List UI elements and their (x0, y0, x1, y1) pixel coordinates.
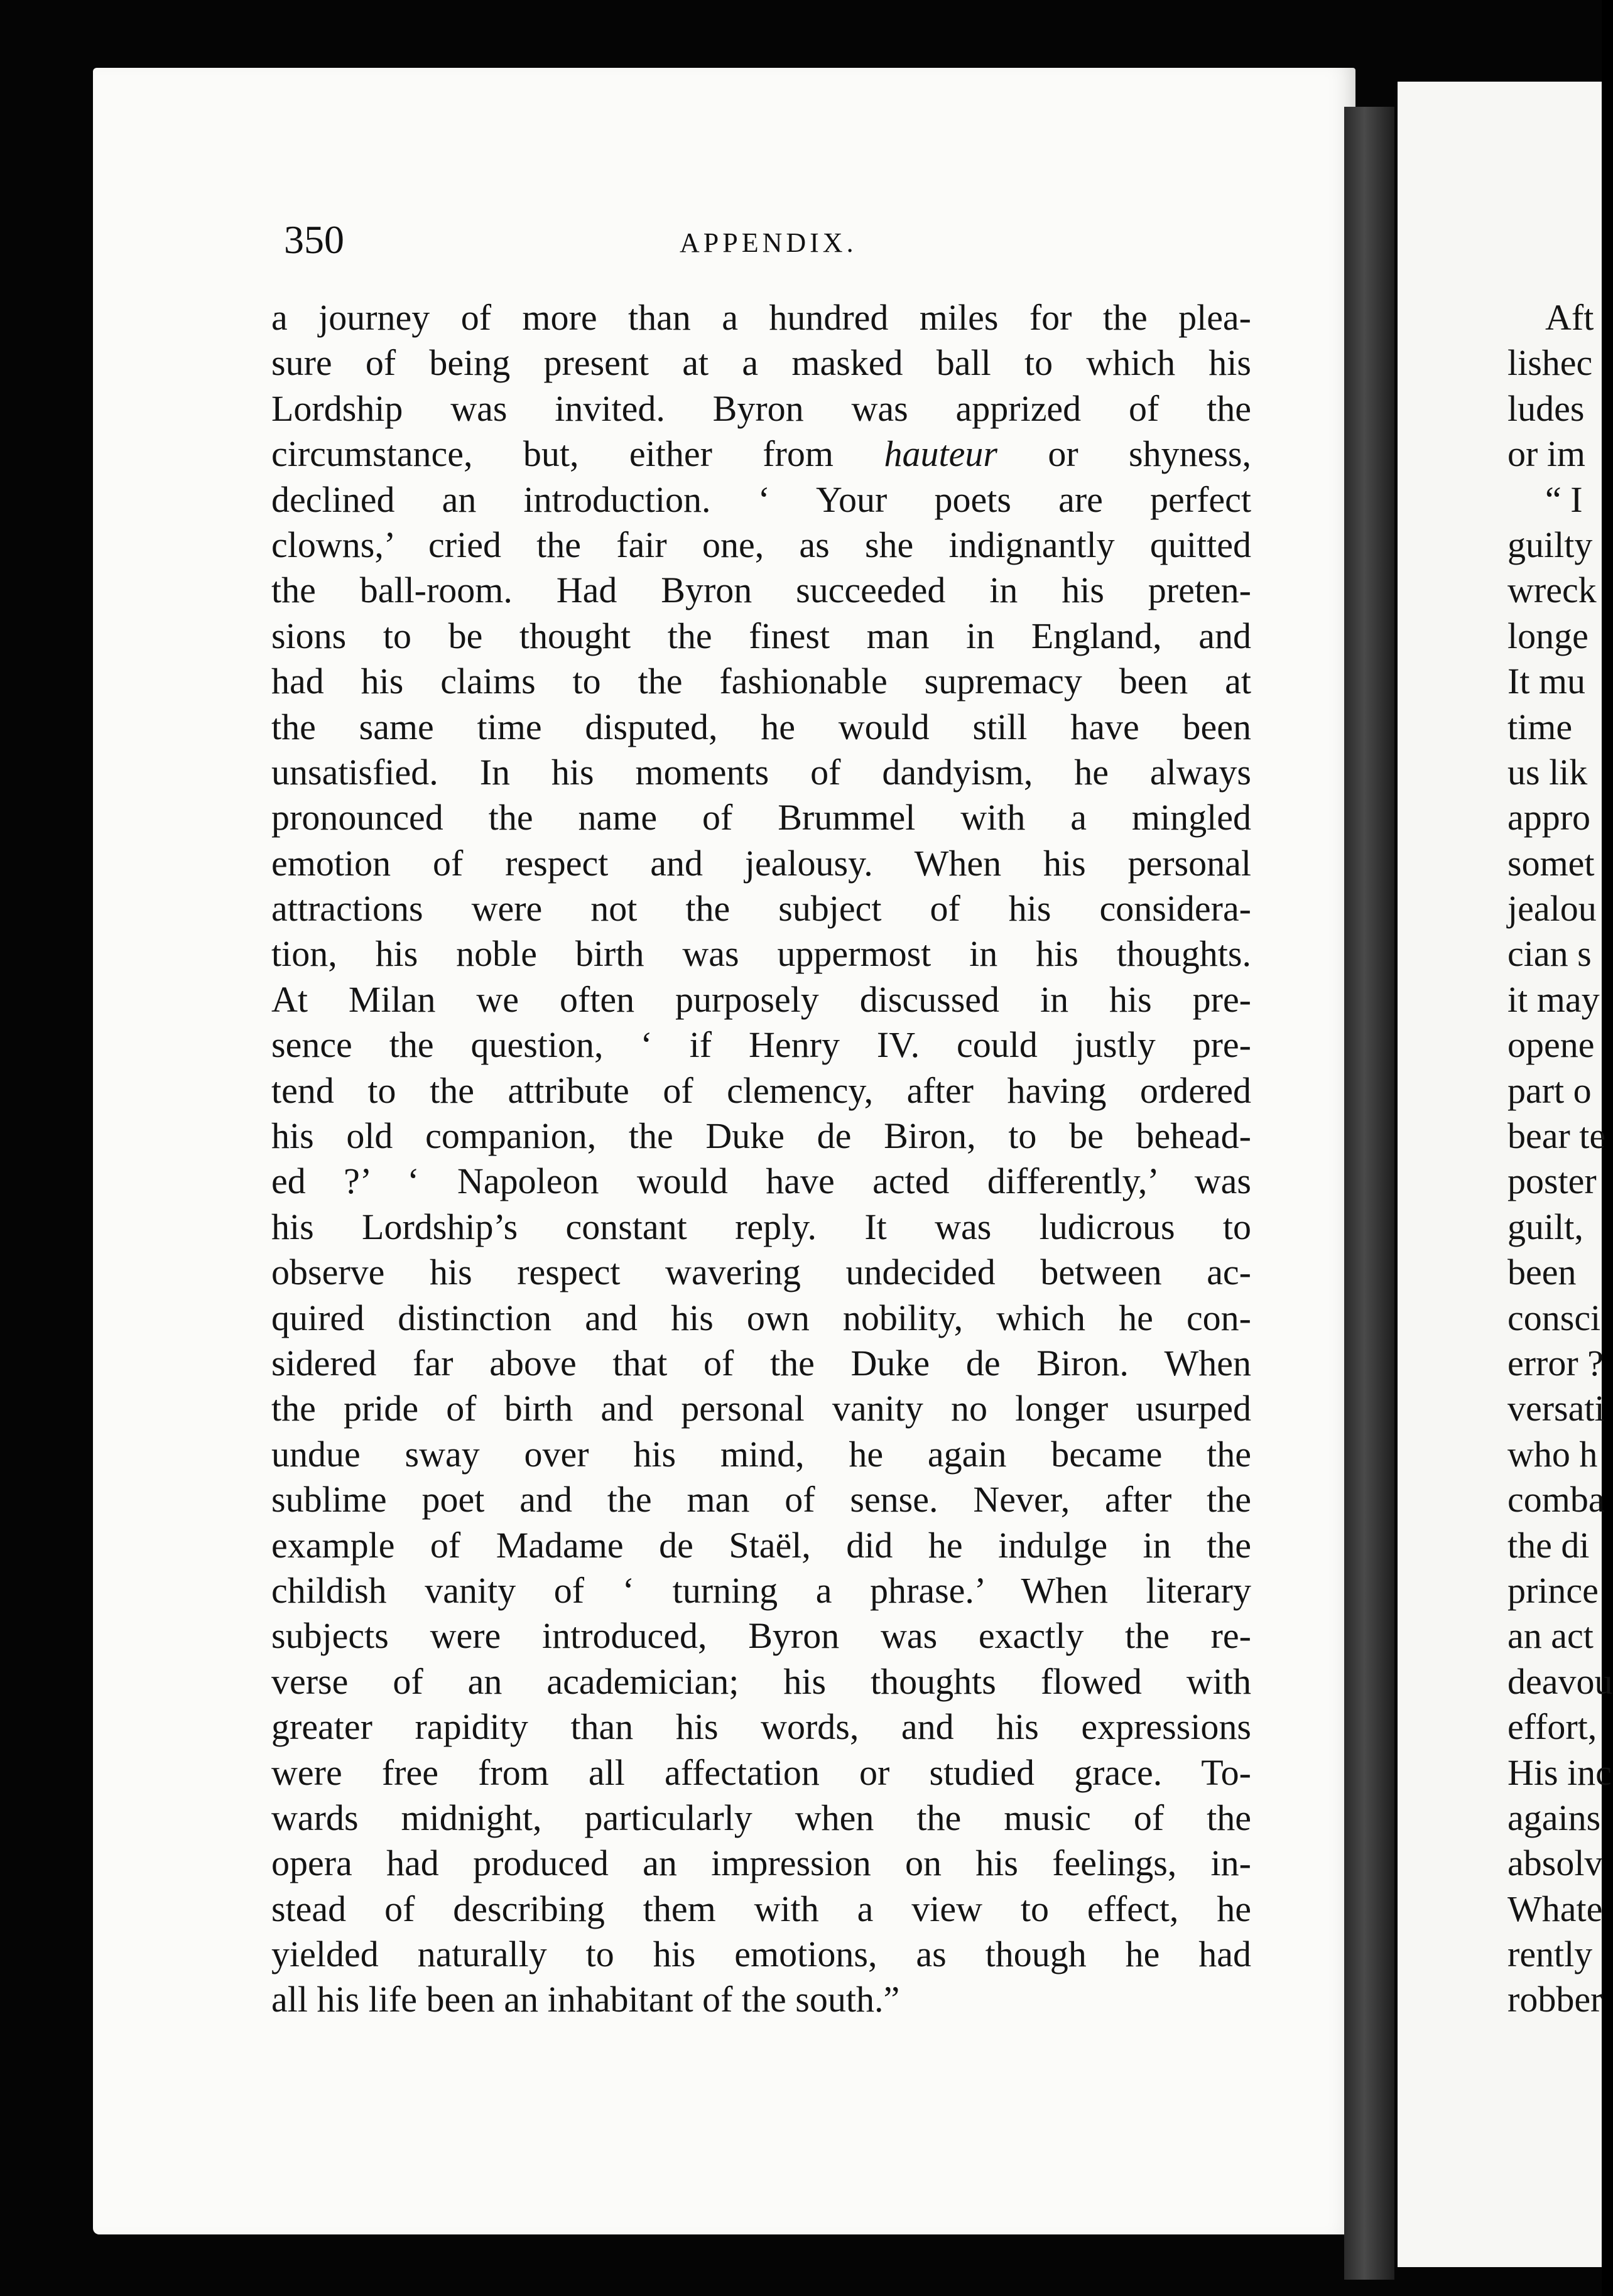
right-page-line: agains (1507, 1797, 1601, 1838)
text-line: tion, his noble birth was uppermost in his thoughts. (271, 933, 1251, 975)
right-page-line: an act (1507, 1615, 1594, 1657)
text-line: sence the question, ‘ if Henry IV. could justly pre- (271, 1024, 1251, 1066)
running-title: APPENDIX. (680, 227, 857, 258)
text-line: had his claims to the fashionable supremacy been at (271, 661, 1251, 702)
text-line: verse of an academician; his thoughts flowed with (271, 1660, 1251, 1702)
right-page-line: longe (1507, 615, 1589, 656)
right-page-line: effort, (1507, 1706, 1597, 1748)
right-page-line: rently (1507, 1934, 1593, 1975)
right-page-line: somet (1507, 842, 1595, 884)
text-line: circumstance, but, either from hauteur or shyness, (271, 433, 1251, 475)
right-page-line: been (1507, 1252, 1577, 1293)
right-page-line: prince (1507, 1569, 1599, 1611)
right-page-line: robber (1507, 1979, 1603, 2020)
right-page-line: absolv (1507, 1843, 1603, 1884)
body-text (271, 295, 1251, 2023)
text-line: sions to be thought the finest man in England, and (271, 615, 1251, 656)
text-line: tend to the attribute of clemency, after having ordered (271, 1069, 1251, 1111)
right-page-line: deavou (1507, 1660, 1613, 1702)
text-line: the same time disputed, he would still have been (271, 706, 1251, 747)
text-line: At Milan we often purposely discussed in his pre- (271, 978, 1251, 1020)
right-page-line: the di (1507, 1524, 1590, 1566)
right-page-line: guilt, (1507, 1206, 1583, 1247)
right-page-line: guilty (1507, 524, 1593, 565)
text-line: clowns,’ cried the fair one, as she indignantly quitted (271, 524, 1251, 565)
text-line: the pride of birth and personal vanity no longer usurped (271, 1388, 1251, 1429)
right-page-line: His inc (1507, 1752, 1612, 1793)
text-line: sublime poet and the man of sense. Never, after the (271, 1479, 1251, 1520)
text-line: childish vanity of ‘ turning a phrase.’ When literary (271, 1569, 1251, 1611)
right-page-line: Whate (1507, 1888, 1603, 1929)
right-page-line: appro (1507, 797, 1591, 838)
right-page-line: or im (1507, 433, 1586, 475)
right-page-line: ludes (1507, 387, 1585, 429)
text-line: example of Madame de Staël, did he indulge in the (271, 1524, 1251, 1566)
text-line: declined an introduction. ‘ Your poets are perfect (271, 479, 1251, 520)
text-line: quired distinction and his own nobility, which he con- (271, 1297, 1251, 1338)
text-line: Lordship was invited. Byron was apprized of the (271, 387, 1251, 429)
text-line: yielded naturally to his emotions, as though he had (271, 1934, 1251, 1975)
text-line: opera had produced an impression on his feelings, in- (271, 1843, 1251, 1884)
text-line: greater rapidity than his words, and his expressions (271, 1706, 1251, 1748)
right-page-text-fragment (1507, 295, 1613, 2023)
right-page-line: “ I (1545, 479, 1583, 520)
right-page-line: bear te (1507, 1115, 1606, 1157)
right-page-line: jealou (1507, 888, 1597, 929)
text-line: subjects were introduced, Byron was exactly the re- (271, 1615, 1251, 1657)
right-page-line: cian s (1507, 933, 1592, 975)
right-page-line: consci (1507, 1297, 1601, 1338)
book-gutter (1344, 107, 1394, 2280)
text-line: sidered far above that of the Duke de Biron. When (271, 1342, 1251, 1384)
text-line: his Lordship’s constant reply. It was ludicrous to (271, 1206, 1251, 1247)
right-page-line: part o (1507, 1069, 1592, 1111)
text-line: emotion of respect and jealousy. When his personal (271, 842, 1251, 884)
text-line: all his life been an inhabitant of the south.” (271, 1979, 900, 2020)
text-line: pronounced the name of Brummel with a mingled (271, 797, 1251, 838)
running-head (284, 217, 1264, 273)
right-page-line: wreck (1507, 570, 1597, 611)
right-page-line: it may (1507, 978, 1600, 1020)
right-page-line: poster (1507, 1161, 1597, 1202)
text-line: undue sway over his mind, he again became the (271, 1433, 1251, 1475)
text-line: observe his respect wavering undecided between ac- (271, 1252, 1251, 1293)
text-line: unsatisfied. In his moments of dandyism, he always (271, 751, 1251, 793)
page-number: 350 (284, 217, 344, 262)
text-line: stead of describing them with a view to effect, he (271, 1888, 1251, 1929)
right-page-line: versati (1507, 1388, 1605, 1429)
right-page-line: comba (1507, 1479, 1605, 1520)
text-line: the ball-room. Had Byron succeeded in his preten- (271, 570, 1251, 611)
right-page-line: time (1507, 706, 1573, 747)
right-page-line: error ? (1507, 1342, 1604, 1384)
text-line: a journey of more than a hundred miles for the plea- (271, 297, 1251, 338)
right-page-line: lishec (1507, 342, 1593, 384)
right-page-line: It mu (1507, 661, 1586, 702)
right-page-line: Aft (1545, 297, 1594, 338)
text-line: his old companion, the Duke de Biron, to be behead- (271, 1115, 1251, 1157)
right-page-line: who h (1507, 1433, 1598, 1475)
text-line: were free from all affectation or studied grace. To- (271, 1752, 1251, 1793)
right-page-line: us lik (1507, 751, 1588, 793)
right-page-line: opene (1507, 1024, 1595, 1066)
text-line: wards midnight, particularly when the music of the (271, 1797, 1251, 1838)
text-line: sure of being present at a masked ball to which his (271, 342, 1251, 384)
text-line: attractions were not the subject of his considera- (271, 888, 1251, 929)
text-line: ed ?’ ‘ Napoleon would have acted differently,’ was (271, 1161, 1251, 1202)
